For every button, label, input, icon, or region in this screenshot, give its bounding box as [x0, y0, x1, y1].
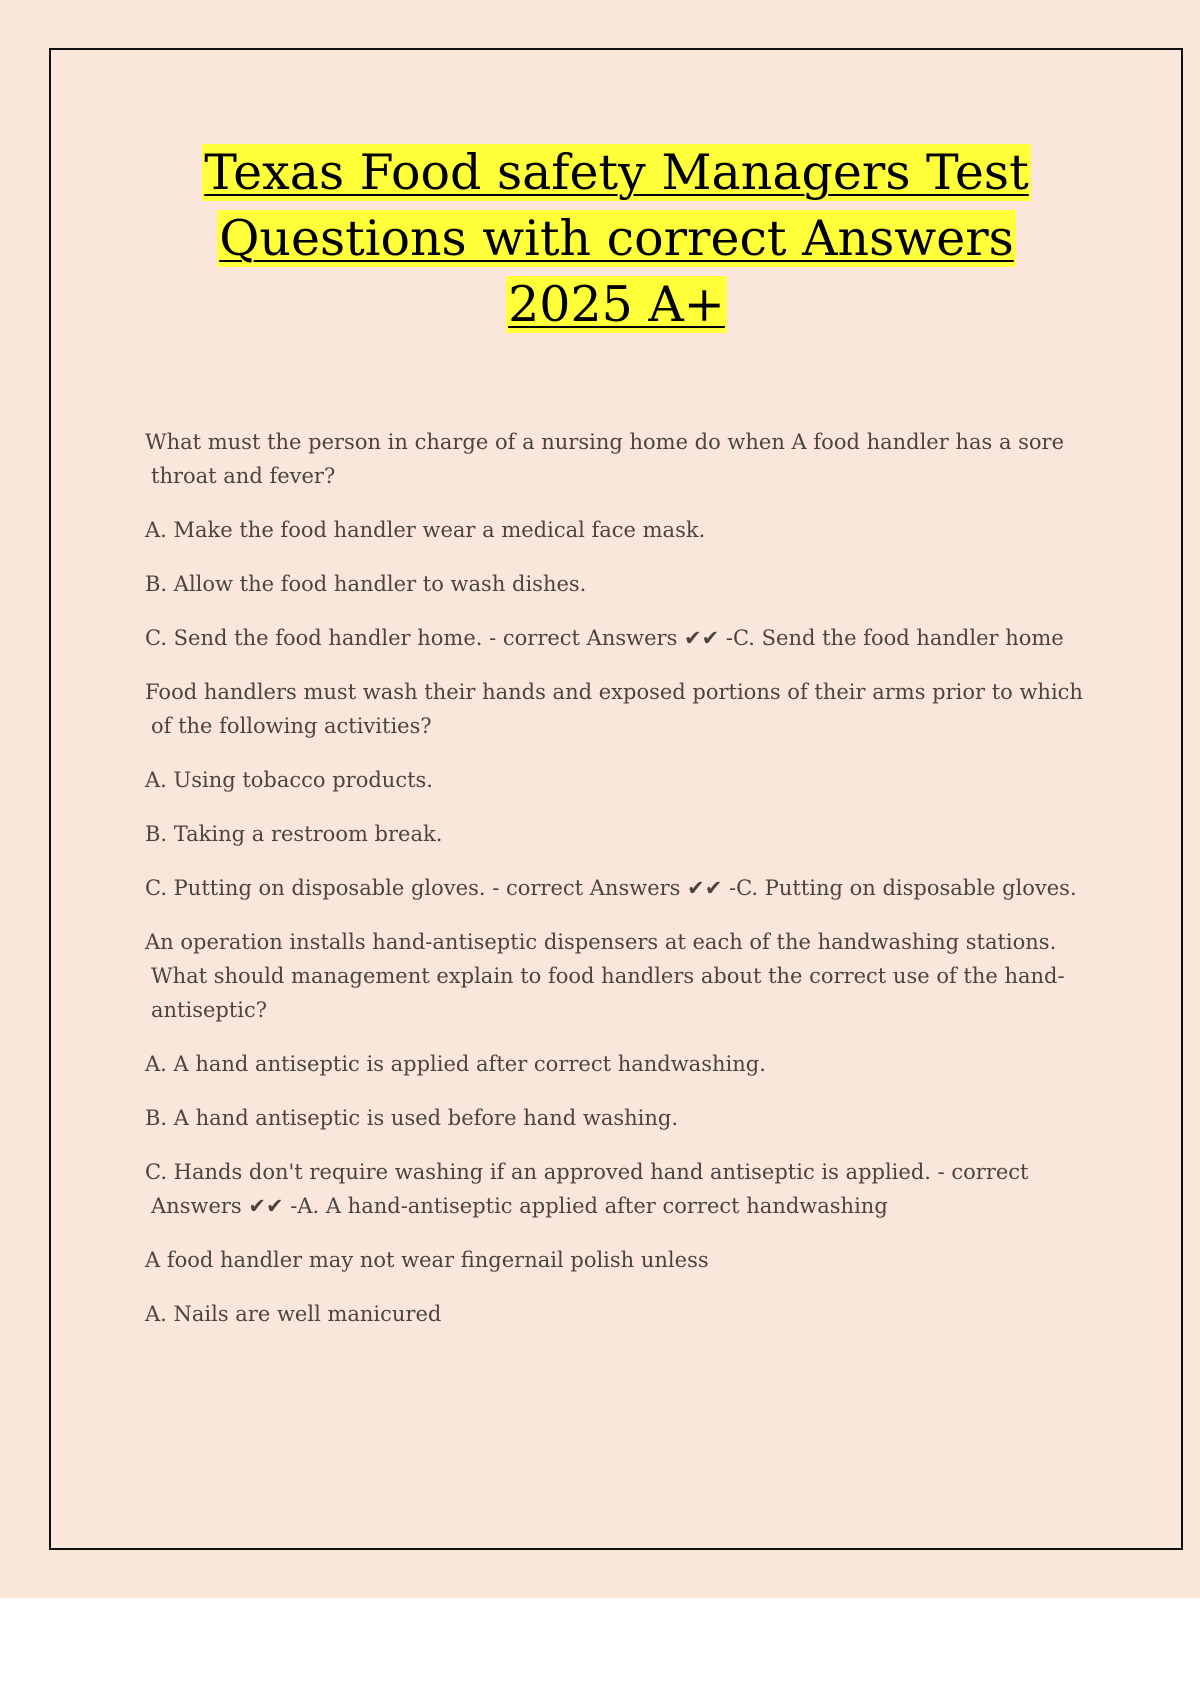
question-2-option-b: B. Taking a restroom break. [145, 822, 443, 846]
question-1-option-b: B. Allow the food handler to wash dishes. [145, 572, 587, 596]
question-4-text: A food handler may not wear fingernail polish unless [145, 1248, 709, 1272]
question-1-option-c-answer: C. Send the food handler home. - correct Answers ✔✔ -C. Send the food handler home [145, 626, 1064, 650]
title-line-1: Texas Food safety Managers Test [204, 144, 1029, 201]
title-line-2: Questions with correct Answers [219, 210, 1014, 267]
document-title [100, 140, 1133, 338]
question-4-option-a: A. Nails are well manicured [145, 1302, 442, 1326]
question-1-option-a: A. Make the food handler wear a medical face mask. [145, 518, 706, 542]
title-line-3: 2025 A+ [508, 276, 725, 333]
question-2-option-a: A. Using tobacco products. [145, 768, 433, 792]
question-3-option-b: B. A hand antiseptic is used before hand washing. [145, 1106, 679, 1130]
question-3-option-c-answer: C. Hands don't require washing if an approved hand antiseptic is applied. - correct Answers ✔✔ -A. A hand-antiseptic applied after correct handwashing [145, 1160, 1029, 1218]
question-2-text: Food handlers must wash their hands and exposed portions of their arms prior to which of the following activities? [145, 680, 1083, 738]
question-2-option-c-answer: C. Putting on disposable gloves. - correct Answers ✔✔ -C. Putting on disposable gloves. [145, 876, 1077, 900]
question-3-text: An operation installs hand-antiseptic dispensers at each of the handwashing stations. What should management explain to food handlers about the correct use of the hand-antiseptic? [145, 930, 1065, 1022]
question-1-text: What must the person in charge of a nursing home do when A food handler has a sore throat and fever? [145, 430, 1065, 488]
document-body [145, 425, 1090, 1351]
question-3-option-a: A. A hand antiseptic is applied after correct handwashing. [145, 1052, 766, 1076]
